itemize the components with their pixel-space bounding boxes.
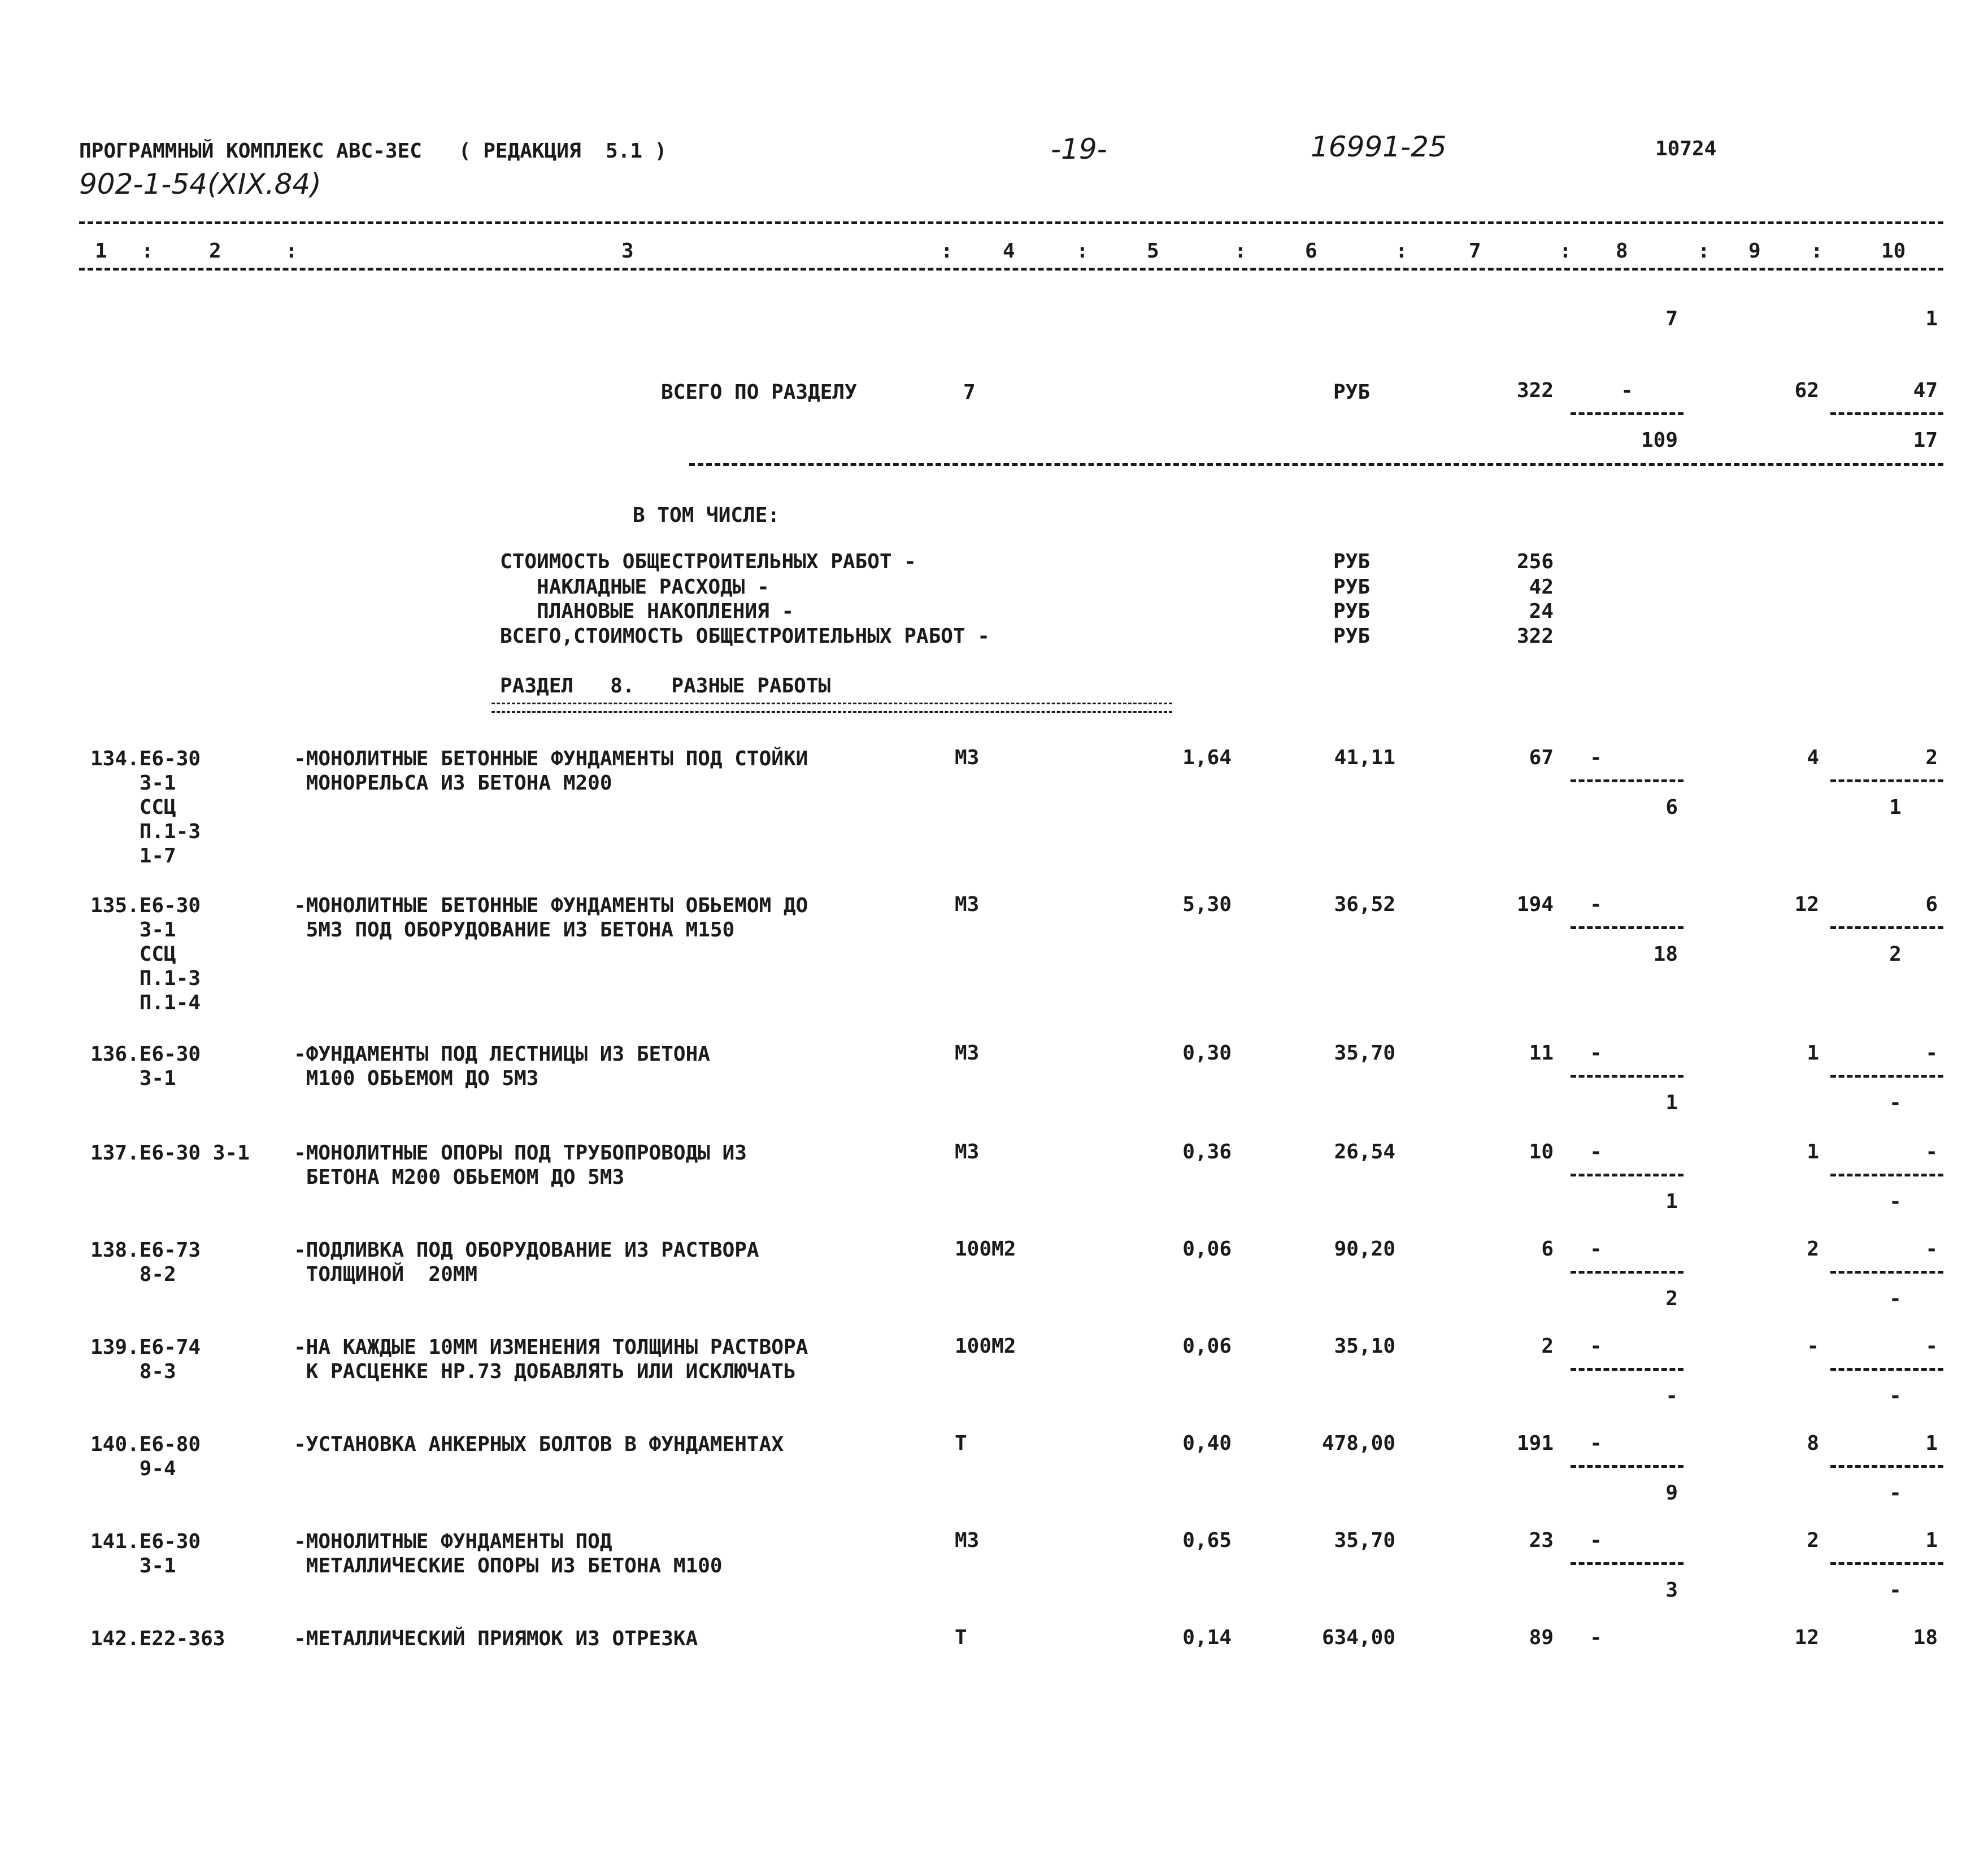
column-number: 1 (95, 239, 107, 263)
row-col10-rule (1830, 1271, 1943, 1274)
row-col8-rule (1571, 1271, 1684, 1274)
row-unit: Т (955, 1432, 967, 1455)
row-description: -МОНОЛИТНЫЕ ФУНДАМЕНТЫ ПОД МЕТАЛЛИЧЕСКИЕ ОПОРЫ ИЗ БЕТОНА М100 (294, 1530, 723, 1577)
document-code: 16991-25 (1311, 130, 1447, 163)
row-code: 137.Е6-30 3-1 (90, 1141, 250, 1165)
including-value: 256 (1516, 550, 1554, 573)
row-unit: 100М2 (955, 1335, 1016, 1358)
row-col10-bottom: - (1889, 1384, 1902, 1407)
carry-col8: 7 (1665, 307, 1678, 330)
row-description: -НА КАЖДЫЕ 10ММ ИЗМЕНЕНИЯ ТОЛЩИНЫ РАСТВОРА К РАСЦЕНКЕ НР.73 ДОБАВЛЯТЬ ИЛИ ИСКЛЮЧАТЬ (294, 1336, 808, 1383)
row-quantity: 0,36 (1182, 1140, 1232, 1163)
including-label: ПЛАНОВЫЕ НАКОПЛЕНИЯ - (500, 600, 794, 623)
row-quantity: 0,65 (1182, 1529, 1232, 1552)
row-col8-bottom: - (1665, 1384, 1678, 1407)
row-col10-top: 18 (1913, 1626, 1938, 1649)
row-quantity: 0,06 (1182, 1335, 1232, 1358)
total-col8-rule (1571, 412, 1684, 415)
row-description: -МОНОЛИТНЫЕ БЕТОННЫЕ ФУНДАМЕНТЫ ОБЬЕМОМ ДО 5М3 ПОД ОБОРУДОВАНИЕ ИЗ БЕТОНА М150 (294, 894, 808, 942)
row-col10-rule (1830, 926, 1943, 929)
column-separator: : (1395, 239, 1408, 263)
row-col8-bottom: 9 (1665, 1481, 1678, 1505)
row-col10-rule (1830, 779, 1943, 782)
row-description: -МОНОЛИТНЫЕ ОПОРЫ ПОД ТРУБОПРОВОДЫ ИЗ БЕТОНА М200 ОБЬЕМОМ ДО 5М3 (294, 1141, 747, 1189)
row-col8-top: - (1590, 1529, 1602, 1552)
row-col8-bottom: 1 (1665, 1190, 1678, 1213)
row-unit: М3 (955, 746, 980, 769)
row-unit: Т (955, 1626, 967, 1649)
row-col10-top: 6 (1925, 893, 1938, 916)
row-col8-bottom: 2 (1665, 1287, 1678, 1310)
row-total: 6 (1541, 1237, 1554, 1261)
row-unit-price: 634,00 (1321, 1626, 1395, 1649)
total-col7: 322 (1516, 379, 1554, 402)
column-separator: : (1811, 239, 1823, 263)
including-unit: РУБ (1333, 625, 1371, 648)
column-number: 10 (1881, 239, 1906, 263)
row-unit-price: 36,52 (1334, 893, 1395, 916)
row-description: -МЕТАЛЛИЧЕСКИЙ ПРИЯМОК ИЗ ОТРЕЗКА (294, 1627, 698, 1650)
row-col8-rule (1571, 1368, 1684, 1371)
row-quantity: 0,14 (1182, 1626, 1232, 1649)
total-col8-top: - (1621, 379, 1633, 402)
row-col8-top: - (1590, 1432, 1602, 1455)
including-unit: РУБ (1333, 600, 1371, 623)
row-total: 10 (1529, 1140, 1554, 1163)
row-col10-rule (1830, 1562, 1943, 1565)
column-separator: : (1698, 239, 1710, 263)
row-col10-bottom: - (1889, 1190, 1902, 1213)
row-unit-price: 90,20 (1334, 1237, 1395, 1261)
row-total: 2 (1541, 1335, 1554, 1358)
row-description: -ПОДЛИВКА ПОД ОБОРУДОВАНИЕ ИЗ РАСТВОРА ТОЛЩИНОЙ 20ММ (294, 1239, 759, 1286)
total-col10-rule (1830, 412, 1943, 415)
row-total: 23 (1529, 1529, 1554, 1552)
row-unit-price: 35,10 (1334, 1335, 1395, 1358)
row-col8-rule (1571, 779, 1684, 782)
row-col10-top: - (1925, 1335, 1938, 1358)
row-col10-top: 1 (1925, 1529, 1938, 1552)
row-col9: - (1807, 1335, 1819, 1358)
including-value: 42 (1529, 576, 1554, 599)
column-number: 7 (1469, 239, 1481, 263)
row-col9: 1 (1807, 1041, 1819, 1065)
row-col10-top: 2 (1925, 746, 1938, 769)
row-col8-top: - (1590, 893, 1602, 916)
column-number: 2 (209, 239, 221, 263)
carry-col10: 1 (1925, 307, 1938, 330)
row-unit: М3 (955, 1529, 980, 1552)
row-unit: М3 (955, 893, 980, 916)
row-col9: 2 (1807, 1529, 1819, 1552)
total-section: 7 (963, 381, 976, 404)
row-col9: 4 (1807, 746, 1819, 769)
header-bottom-rule (79, 268, 1943, 271)
row-col8-top: - (1590, 1335, 1602, 1358)
row-total: 89 (1529, 1626, 1554, 1649)
total-col10-bottom: 17 (1913, 429, 1938, 452)
including-unit: РУБ (1333, 550, 1371, 573)
total-unit: РУБ (1333, 381, 1371, 404)
row-col8-top: - (1590, 1041, 1602, 1065)
row-description: -ФУНДАМЕНТЫ ПОД ЛЕСТНИЦЫ ИЗ БЕТОНА М100 ОБЬЕМОМ ДО 5М3 (294, 1043, 710, 1090)
row-col10-rule (1830, 1368, 1943, 1371)
row-col9: 8 (1807, 1432, 1819, 1455)
row-col10-bottom: 1 (1889, 796, 1902, 819)
row-code: 141.Е6-30 3-1 (90, 1530, 201, 1577)
row-col8-bottom: 6 (1665, 796, 1678, 819)
including-label: СТОИМОСТЬ ОБЩЕСТРОИТЕЛЬНЫХ РАБОТ - (500, 550, 916, 573)
row-unit-price: 478,00 (1321, 1432, 1395, 1455)
row-col9: 12 (1794, 893, 1819, 916)
column-number: 9 (1748, 239, 1761, 263)
row-unit-price: 35,70 (1334, 1041, 1395, 1065)
row-total: 191 (1516, 1432, 1554, 1455)
column-separator: : (285, 239, 298, 263)
total-label: ВСЕГО ПО РАЗДЕЛУ (661, 381, 857, 404)
row-unit-price: 35,70 (1334, 1529, 1395, 1552)
row-col10-top: - (1925, 1237, 1938, 1261)
project-code: 902-1-54(XIX.84) (79, 168, 321, 201)
row-quantity: 0,30 (1182, 1041, 1232, 1065)
row-col10-bottom: 2 (1889, 943, 1902, 966)
row-unit: 100М2 (955, 1237, 1016, 1261)
row-code: 138.Е6-73 8-2 (90, 1239, 201, 1286)
row-code: 135.Е6-30 3-1 ССЦ П.1-3 П.1-4 (90, 894, 201, 1014)
row-col10-bottom: - (1889, 1287, 1902, 1310)
row-code: 142.Е22-363 (90, 1627, 225, 1650)
row-total: 194 (1516, 893, 1554, 916)
column-number: 6 (1305, 239, 1317, 263)
row-col10-bottom: - (1889, 1579, 1902, 1602)
total-col8-bottom: 109 (1641, 429, 1678, 452)
row-col10-rule (1830, 1075, 1943, 1078)
including-heading: В ТОМ ЧИСЛЕ: (633, 504, 780, 527)
row-col9: 1 (1807, 1140, 1819, 1163)
total-col10-top: 47 (1913, 379, 1938, 402)
column-number: 3 (621, 239, 634, 263)
including-value: 322 (1516, 625, 1554, 648)
column-separator: : (141, 239, 154, 263)
row-col8-top: - (1590, 1140, 1602, 1163)
including-label: НАКЛАДНЫЕ РАСХОДЫ - (500, 576, 769, 599)
section-title: РАЗДЕЛ 8. РАЗНЫЕ РАБОТЫ (500, 674, 831, 698)
row-col9: 2 (1807, 1237, 1819, 1261)
row-col8-top: - (1590, 1237, 1602, 1261)
column-separator: : (1076, 239, 1089, 263)
row-col8-rule (1571, 1174, 1684, 1176)
total-separator (689, 463, 1943, 466)
row-col10-rule (1830, 1174, 1943, 1176)
row-col8-bottom: 1 (1665, 1091, 1678, 1114)
row-unit: М3 (955, 1140, 980, 1163)
including-unit: РУБ (1333, 576, 1371, 599)
row-col8-top: - (1590, 746, 1602, 769)
row-col10-top: - (1925, 1140, 1938, 1163)
row-total: 67 (1529, 746, 1554, 769)
including-value: 24 (1529, 600, 1554, 623)
row-col10-bottom: - (1889, 1481, 1902, 1505)
column-number: 4 (1003, 239, 1015, 263)
row-col8-top: - (1590, 1626, 1602, 1649)
row-code: 134.Е6-30 3-1 ССЦ П.1-3 1-7 (90, 747, 201, 868)
row-quantity: 5,30 (1182, 893, 1232, 916)
row-col10-top: - (1925, 1041, 1938, 1065)
row-unit: М3 (955, 1041, 980, 1065)
row-quantity: 0,40 (1182, 1432, 1232, 1455)
row-col10-rule (1830, 1465, 1943, 1468)
row-code: 139.Е6-74 8-3 (90, 1336, 201, 1383)
row-code: 140.Е6-80 9-4 (90, 1433, 201, 1480)
row-description: -УСТАНОВКА АНКЕРНЫХ БОЛТОВ В ФУНДАМЕНТАХ (294, 1433, 784, 1456)
column-separator: : (1559, 239, 1572, 263)
row-col10-bottom: - (1889, 1091, 1902, 1114)
row-description: -МОНОЛИТНЫЕ БЕТОННЫЕ ФУНДАМЕНТЫ ПОД СТОЙКИ МОНОРЕЛЬСА ИЗ БЕТОНА М200 (294, 747, 808, 795)
column-separator: : (941, 239, 953, 263)
row-quantity: 0,06 (1182, 1237, 1232, 1261)
column-separator: : (1234, 239, 1247, 263)
header-top-rule (79, 221, 1943, 224)
including-label: ВСЕГО,СТОИМОСТЬ ОБЩЕСТРОИТЕЛЬНЫХ РАБОТ - (500, 625, 990, 648)
row-col8-rule (1571, 1465, 1684, 1468)
row-col8-bottom: 3 (1665, 1579, 1678, 1602)
row-col10-top: 1 (1925, 1432, 1938, 1455)
row-unit-price: 41,11 (1334, 746, 1395, 769)
page-number: -19- (1051, 133, 1107, 165)
row-code: 136.Е6-30 3-1 (90, 1043, 201, 1090)
program-header: ПРОГРАММНЫЙ КОМПЛЕКС АВС-ЗЕС ( РЕДАКЦИЯ 5.1 ) (79, 140, 667, 163)
sheet-number: 10724 (1655, 137, 1717, 160)
section-underline (491, 703, 1172, 713)
row-quantity: 1,64 (1182, 746, 1232, 769)
row-unit-price: 26,54 (1334, 1140, 1395, 1163)
row-col8-rule (1571, 1562, 1684, 1565)
row-col8-bottom: 18 (1653, 943, 1678, 966)
row-col8-rule (1571, 926, 1684, 929)
row-col9: 12 (1794, 1626, 1819, 1649)
row-total: 11 (1529, 1041, 1554, 1065)
column-number: 8 (1616, 239, 1628, 263)
row-col8-rule (1571, 1075, 1684, 1078)
total-col9: 62 (1794, 379, 1819, 402)
column-number: 5 (1147, 239, 1159, 263)
